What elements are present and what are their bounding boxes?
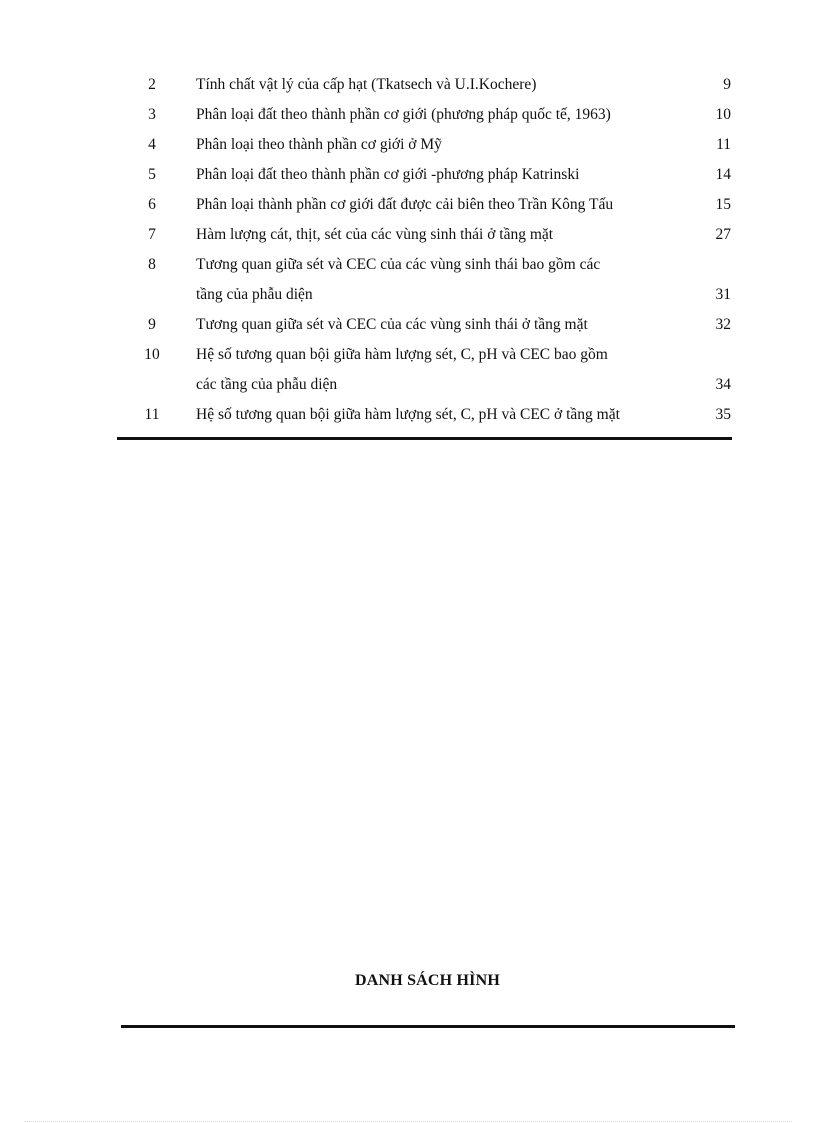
toc-row-title: Phân loại đất theo thành phần cơ giới (phương pháp quốc tế, 1963)	[196, 106, 611, 123]
toc-row-number: 9	[148, 316, 156, 333]
toc-row	[0, 130, 816, 160]
toc-row	[0, 280, 816, 310]
toc-row-page: 34	[715, 376, 731, 393]
toc-row-title: Phân loại theo thành phần cơ giới ở Mỹ	[196, 136, 442, 153]
toc-row-page: 14	[715, 166, 731, 183]
toc-row-page: 27	[715, 226, 731, 243]
toc-row-title: Phân loại đất theo thành phần cơ giới -phương pháp Katrinski	[196, 166, 580, 183]
toc-row-number: 10	[144, 346, 160, 363]
toc-row-page: 11	[716, 136, 731, 153]
toc-row-title: Phân loại thành phần cơ giới đất được cải biên theo Trần Kông Tấu	[196, 196, 614, 213]
toc-row-number: 3	[148, 106, 156, 123]
toc-row-title: Hàm lượng cát, thịt, sét của các vùng sinh thái ở tầng mặt	[196, 226, 554, 243]
toc-row-number: 8	[148, 256, 156, 273]
toc-row-number: 4	[148, 136, 156, 153]
toc-row-title: Tương quan giữa sét và CEC của các vùng sinh thái ở tầng mặt	[196, 316, 588, 333]
toc-row-number: 11	[144, 406, 160, 423]
page-edge-divider	[24, 1121, 792, 1122]
toc-row-title: tầng của phẫu diện	[196, 286, 313, 303]
toc-row	[0, 220, 816, 250]
toc-row-title: Tính chất vật lý của cấp hạt (Tkatsech và U.I.Kochere)	[196, 76, 537, 93]
figures-list-heading: DANH SÁCH HÌNH	[354, 972, 501, 989]
toc-row	[0, 190, 816, 220]
toc-row	[0, 70, 816, 100]
toc-row-page: 32	[715, 316, 731, 333]
table-list-bottom-rule	[117, 437, 732, 440]
toc-row-title: Tương quan giữa sét và CEC của các vùng sinh thái bao gồm các	[196, 256, 601, 273]
figures-heading-rule	[121, 1025, 735, 1028]
toc-row	[0, 160, 816, 190]
toc-row-title: các tầng của phẫu diện	[196, 376, 338, 393]
toc-row	[0, 340, 816, 370]
toc-row-title: Hệ số tương quan bội giữa hàm lượng sét, C, pH và CEC bao gồm	[196, 346, 608, 363]
toc-row-page: 9	[723, 76, 731, 93]
toc-row-page: 10	[715, 106, 731, 123]
table-of-tables	[0, 70, 816, 430]
toc-row-page: 15	[715, 196, 731, 213]
toc-row-number: 7	[148, 226, 156, 243]
toc-row	[0, 400, 816, 430]
toc-row	[0, 250, 816, 280]
toc-row-number: 5	[148, 166, 156, 183]
toc-row-number: 2	[148, 76, 156, 93]
toc-row	[0, 370, 816, 400]
toc-row	[0, 310, 816, 340]
toc-row-page: 31	[715, 286, 731, 303]
toc-row-page: 35	[715, 406, 731, 423]
toc-row	[0, 100, 816, 130]
toc-row-title: Hệ số tương quan bội giữa hàm lượng sét, C, pH và CEC ở tầng mặt	[196, 406, 620, 423]
toc-row-number: 6	[148, 196, 156, 213]
